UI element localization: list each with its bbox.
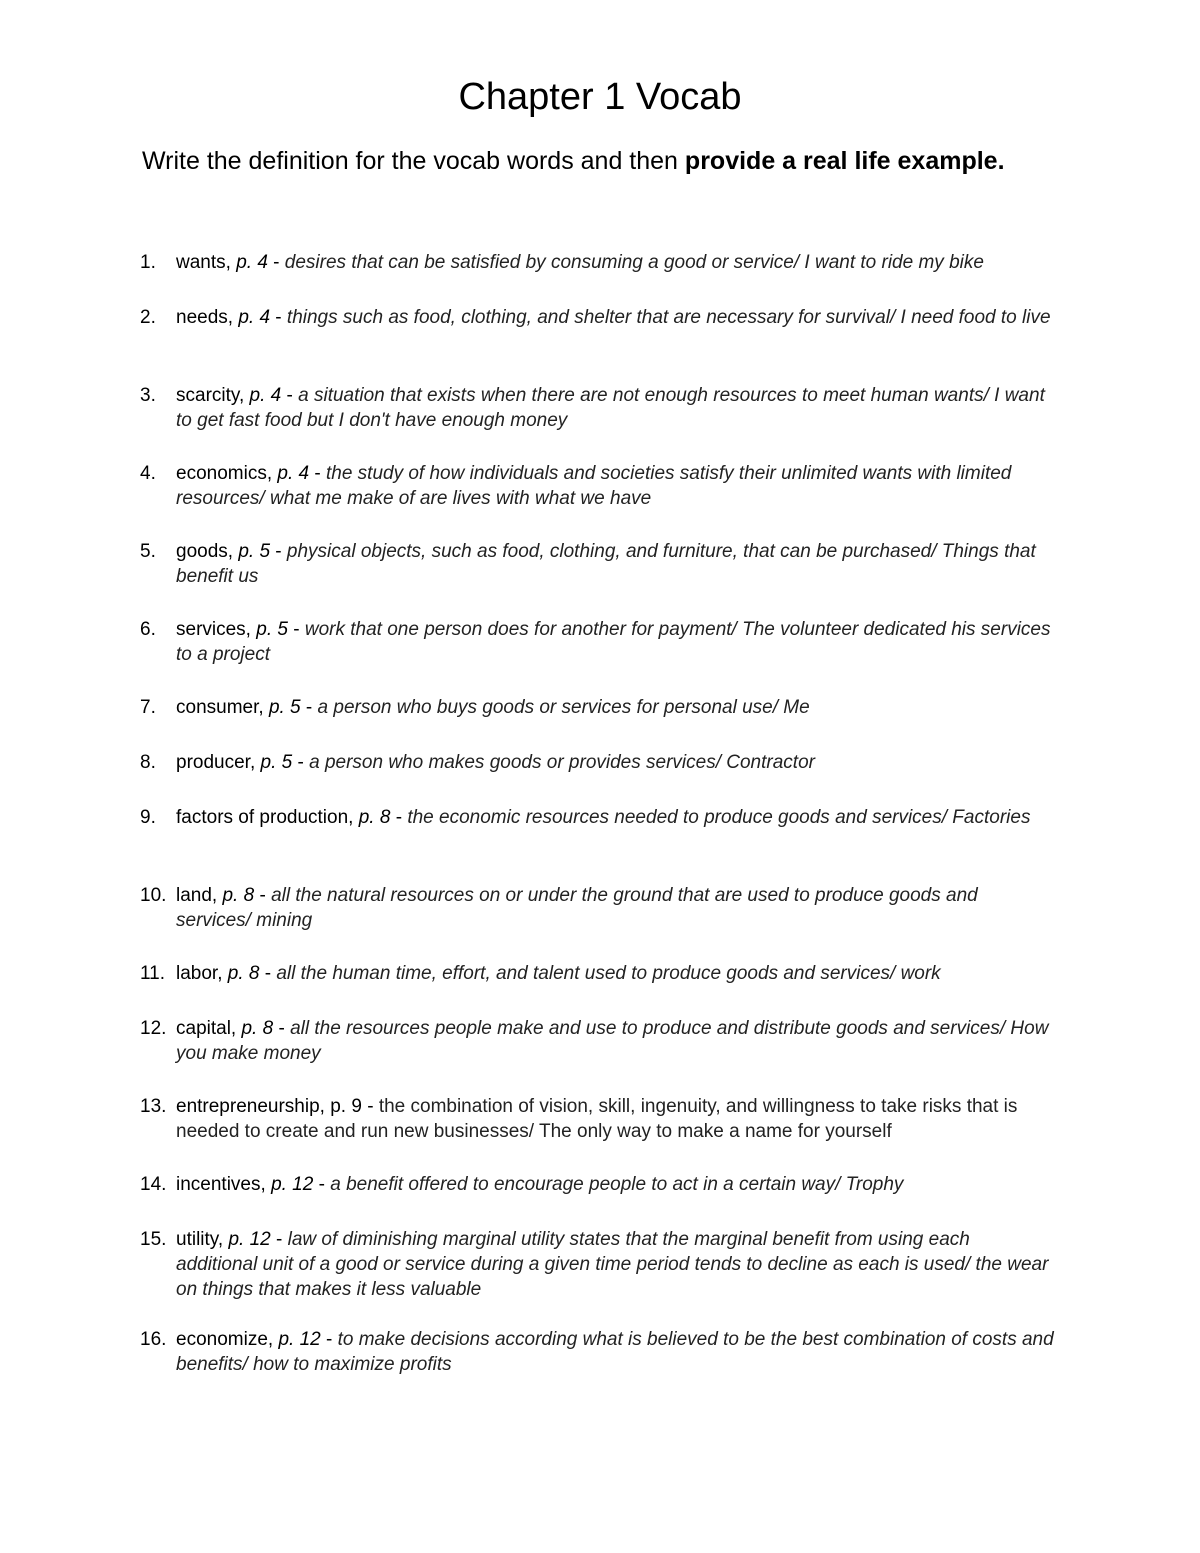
page-reference: p. 5 [238,541,271,562]
item-body: factors of production, p. 8 - the economic resources needed to produce goods and services/ Factories [176,807,1031,828]
vocab-term: entrepreneurship, [176,1096,325,1117]
page-reference: p. 5 [260,752,293,773]
vocab-term: economize, [176,1329,274,1350]
item-number: 7. [140,697,156,718]
instructions-emphasis: provide a real life example. [684,147,1005,175]
vocab-term: goods, [176,541,234,562]
page-reference: p. 8 [241,1018,274,1039]
vocab-term: economics, [176,463,273,484]
page-reference: p. 8 [222,885,255,906]
vocab-term: incentives, [176,1174,266,1195]
definition: physical objects, such as food, clothing, and furniture, that can be purchased/ Things that benefit us [176,541,1036,587]
definition: law of diminishing marginal utility states that the marginal benefit from using each additional unit of a good or service during a given time period tends to decline as each is used/ the wear on things that makes it less valuable [176,1229,1049,1300]
vocab-term: labor, [176,963,223,984]
item-number: 15. [140,1229,167,1250]
vocab-term: consumer, [176,697,264,718]
definition: a person who makes goods or provides services/ Contractor [309,752,815,773]
item-body: capital, p. 8 - all the resources people make and use to produce and distribute goods and services/ How you make money [176,1018,1049,1064]
definition: desires that can be satisfied by consuming a good or service/ I want to ride my bike [284,252,984,273]
definition: the economic resources needed to produce goods and services/ Factories [407,807,1031,828]
instructions-text: Write the definition for the vocab words and then [142,147,685,175]
item-body: economics, p. 4 - the study of how individuals and societies satisfy their unlimited wants with limited resources/ what me make of are lives with what we have [176,463,1012,509]
item-body: labor, p. 8 - all the human time, effort, and talent used to produce goods and services/ work [176,963,941,984]
item-number: 11. [140,963,166,984]
item-body: utility, p. 12 - law of diminishing marginal utility states that the marginal benefit from using each additional unit of a good or service during a given time period tends to decline as each is used/ the wear on things that makes it less valuable [176,1229,1049,1300]
item-number: 3. [140,385,156,406]
page-reference: p. 5 [268,697,301,718]
item-number: 5. [140,541,156,562]
definition: to make decisions according what is believed to be the best combination of costs and benefits/ how to maximize profits [176,1329,1054,1375]
page-reference: p. 4 [249,385,282,406]
vocab-term: wants, [176,252,231,273]
vocab-term: needs, [176,307,234,328]
item-number: 8. [140,752,156,773]
item-body: economize, p. 12 - to make decisions according what is believed to be the best combination of costs and benefits/ how to maximize profits [176,1329,1054,1375]
item-number: 16. [140,1329,167,1350]
page-title: Chapter 1 Vocab [458,76,742,118]
item-body: incentives, p. 12 - a benefit offered to encourage people to act in a certain way/ Trophy [176,1174,904,1195]
item-body: services, p. 5 - work that one person does for another for payment/ The volunteer dedicated his services to a project [176,619,1051,665]
instructions [142,143,1042,179]
item-number: 9. [140,807,156,828]
page-reference: p. 12 [228,1229,271,1250]
page-reference: p. 8 [358,807,391,828]
definition: all the human time, effort, and talent used to produce goods and services/ work [276,963,941,984]
vocab-term: services, [176,619,251,640]
page-reference: p. 12 [278,1329,321,1350]
item-body: entrepreneurship, p. 9 - the combination of vision, skill, ingenuity, and willingness to take risks that is needed to create and run new businesses/ The only way to make a name for yourself [176,1096,1018,1142]
item-number: 4. [140,463,156,484]
vocab-term: capital, [176,1018,237,1039]
item-body: land, p. 8 - all the natural resources on or under the ground that are used to produce goods and services/ mining [176,885,978,931]
item-number: 14. [140,1174,167,1195]
vocab-term: utility, [176,1229,224,1250]
vocab-term: land, [176,885,218,906]
page-reference: p. 12 [271,1174,314,1195]
vocab-term: factors of production, [176,807,354,828]
definition: a situation that exists when there are not enough resources to meet human wants/ I want to get fast food but I don't have enough money [176,385,1045,431]
definition: a person who buys goods or services for personal use/ Me [317,697,810,718]
definition: all the natural resources on or under the ground that are used to produce goods and services/ mining [176,885,978,931]
item-number: 6. [140,619,156,640]
definition: the study of how individuals and societies satisfy their unlimited wants with limited resources/ what me make of are lives with what we have [176,463,1012,509]
page-reference: p. 4 [238,307,271,328]
vocab-term: scarcity, [176,385,245,406]
item-body: goods, p. 5 - physical objects, such as food, clothing, and furniture, that can be purchased/ Things that benefit us [176,541,1036,587]
page-reference: p. 8 [227,963,260,984]
item-number: 1. [140,252,156,273]
item-number: 13. [140,1096,167,1117]
definition: all the resources people make and use to produce and distribute goods and services/ How you make money [176,1018,1049,1064]
item-body: needs, p. 4 - things such as food, clothing, and shelter that are necessary for survival/ I need food to live [176,307,1051,328]
item-body: wants, p. 4 - desires that can be satisfied by consuming a good or service/ I want to ride my bike [176,252,984,273]
page-reference: p. 9 [330,1096,362,1117]
definition: a benefit offered to encourage people to act in a certain way/ Trophy [330,1174,904,1195]
page-reference: p. 4 [277,463,310,484]
definition: work that one person does for another for payment/ The volunteer dedicated his services to a project [176,619,1051,665]
item-body: consumer, p. 5 - a person who buys goods or services for personal use/ Me [176,697,810,718]
vocab-term: producer, [176,752,256,773]
page-reference: p. 4 [236,252,268,273]
definition: the combination of vision, skill, ingenuity, and willingness to take risks that is needed to create and run new businesses/ The only way to make a name for yourself [176,1096,1018,1142]
page-reference: p. 5 [256,619,288,640]
definition: things such as food, clothing, and shelter that are necessary for survival/ I need food to live [286,307,1051,328]
item-number: 10. [140,885,167,906]
item-number: 2. [140,307,156,328]
item-body: producer, p. 5 - a person who makes goods or provides services/ Contractor [176,752,815,773]
item-number: 12. [140,1018,167,1039]
item-body: scarcity, p. 4 - a situation that exists when there are not enough resources to meet human wants/ I want to get fast food but I don't have enough money [176,385,1045,431]
